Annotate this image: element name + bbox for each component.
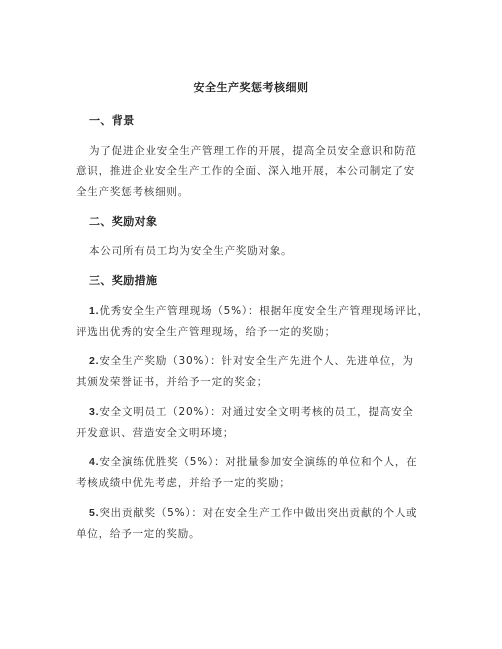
list-item-text: 优秀安全生产管理现场（5%）：根据年度安全生产管理现场评比， (99, 305, 429, 317)
list-item-continuation: 考核成绩中优先考虑，并给予一定的奖励； (76, 477, 291, 489)
section-heading-reward-target: 二、奖励对象 (89, 215, 158, 228)
list-item-text: 突出贡献奖（5%）：对在安全生产工作中做出突出贡献的个人或 (99, 507, 418, 519)
list-item-continuation: 开发意识、营造安全文明环境； (76, 427, 235, 439)
section-heading-background: 一、背景 (89, 114, 135, 127)
list-item-number: 5. (89, 507, 100, 519)
paragraph-line: 全生产奖惩考核细则。 (76, 186, 189, 198)
list-item (89, 404, 414, 419)
section-heading-reward-measures: 三、奖励措施 (89, 274, 158, 287)
list-item-text: 安全演练优胜奖（5%）：对批量参加安全演练的单位和个人，在 (99, 456, 418, 468)
list-item (89, 353, 414, 368)
list-item (89, 303, 429, 318)
paragraph-line: 为了促进企业安全生产管理工作的开展，提高全员安全意识和防范 (89, 145, 417, 157)
list-item-continuation: 单位，给予一定的奖励。 (76, 528, 201, 540)
document-title: 安全生产奖惩考核细则 (193, 81, 309, 94)
list-item-text: 安全生产奖励（30%）：针对安全生产先进个人、先进单位，为 (99, 355, 414, 367)
list-item (89, 454, 417, 469)
paragraph-line: 意识，推进企业安全生产工作的全面、深入地开展，本公司制定了安 (76, 165, 415, 177)
list-item-number: 1. (89, 305, 100, 317)
paragraph-line: 本公司所有员工均为安全生产奖励对象。 (89, 245, 293, 257)
list-item (89, 505, 417, 520)
list-item-number: 3. (89, 406, 100, 418)
list-item-continuation: 其颁发荣誉证书，并给予一定的奖金； (76, 376, 269, 388)
list-item-continuation: 评选出优秀的安全生产管理现场，给予一定的奖励； (76, 326, 336, 338)
list-item-number: 4. (89, 456, 100, 468)
list-item-text: 安全文明员工（20%）：对通过安全文明考核的员工，提高安全 (99, 406, 414, 418)
list-item-number: 2. (89, 355, 100, 367)
